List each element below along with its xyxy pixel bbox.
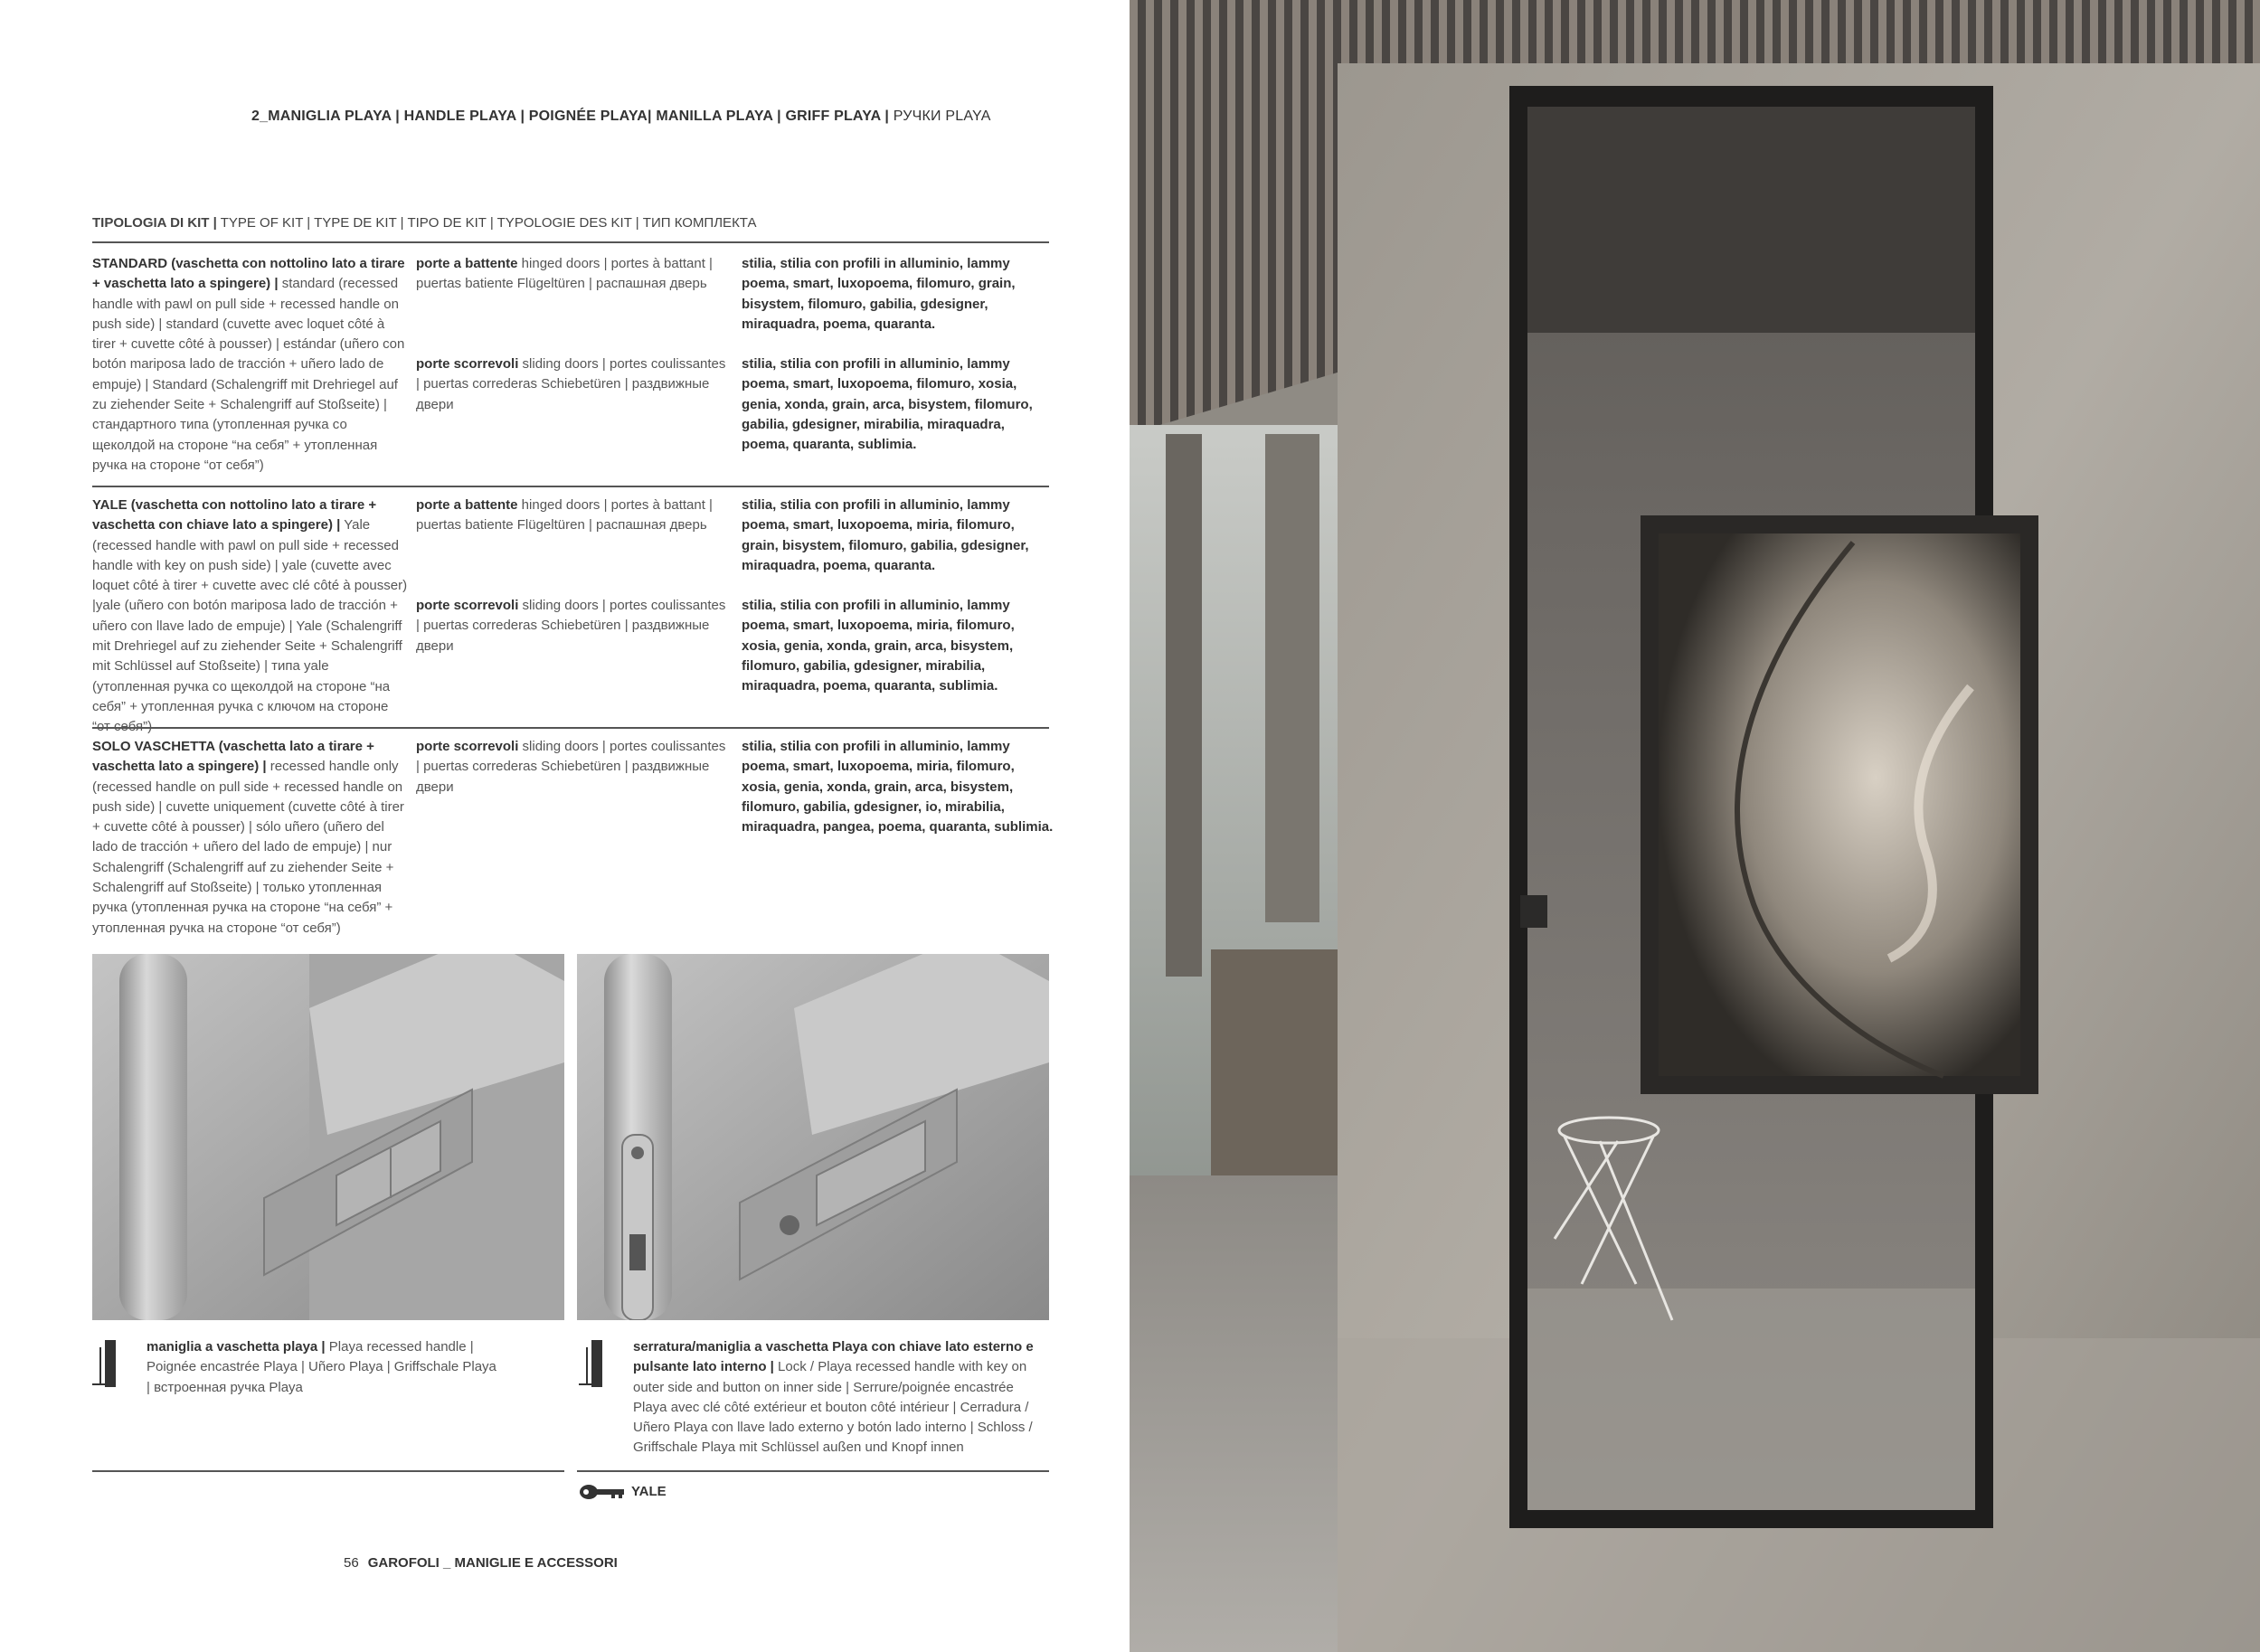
door-models: stilia, stilia con profili in alluminio, lammy poema, smart, luxopoema, miria, filomuro, xosia, genia, xonda, grain, arca, bisystem, filomuro, gabilia, gdesigner, io, mirabilia, miraquadra, pangea, poema, quaranta, sublimia.	[742, 739, 1054, 835]
door-type-name: porte a battente	[416, 497, 518, 513]
page-header	[251, 109, 991, 125]
lock-illustration	[577, 954, 1049, 1320]
door-type-details: sliding doors | portes coulissantes | puertas correderas Schiebetüren | раздвижные двери	[416, 356, 726, 412]
kit-details: standard (recessed handle with pawl on pull side + recessed handle on push side) | standard (cuvette avec loquet côté à tirer + cuvette côté à pousser) | estándar (uñero con botón mariposa lado de tracción + uñero lado de empuje) | Standard (Schalengriff mit Drehriegel auf zu ziehender Seite + Schalengriff auf Stoßseite) | стандартного типа (утопленная ручка со щеколдой на стороне “на себя” + утопленная ручка на стороне “от себя”)	[92, 276, 405, 473]
door-type-name: porte scorrevoli	[416, 356, 519, 372]
handle-profile-icon	[579, 1340, 613, 1387]
header-light: РУЧКИ PLAYA	[889, 109, 991, 124]
table-rule	[92, 486, 1049, 487]
kit-description	[92, 254, 409, 476]
caption-lock	[633, 1337, 1049, 1458]
door-type	[416, 354, 728, 415]
page-footer	[344, 1555, 618, 1571]
room-scene	[1130, 0, 2260, 1652]
header-bold: 2_MANIGLIA PLAYA | HANDLE PLAYA | POIGNÉE PLAYA| MANILLA PLAYA | GRIFF PLAYA |	[251, 109, 890, 124]
caption-title: maniglia a vaschetta playa |	[147, 1339, 326, 1355]
door-type-name: porte a battente	[416, 256, 518, 271]
door-type-name: porte scorrevoli	[416, 739, 519, 754]
kit-title-bold: TIPOLOGIA DI KIT |	[92, 215, 217, 231]
kit-details: recessed handle only (recessed handle on pull side + recessed handle on push side) | cuvette uniquement (cuvette côté à tirer + cuvette côté à pousser) | sólo uñero (uñero del lado de tracción + uñero del lado de empuje) | nur Schalengriff (Schalengriff auf zu ziehender Seite + Schalengriff auf Stoßseite) | только утопленная ручка (утопленная ручка на стороне “на себя” + утопленная ручка на стороне “от себя”)	[92, 759, 404, 936]
caption-text: Playa recessed handle | Poignée encastrée Playa | Uñero Playa | Griffschale Playa | встроенная ручка Playa	[147, 1339, 496, 1395]
kit-name: YALE (vaschetta con nottolino lato a tirare + vaschetta con chiave lato a spingere) |	[92, 497, 377, 533]
door-type	[416, 496, 728, 536]
door-models: stilia, stilia con profili in alluminio, lammy poema, smart, luxopoema, miria, filomuro, grain, bisystem, filomuro, gabilia, gdesigner, miraquadra, poema, quaranta.	[742, 497, 1029, 573]
kit-name: SOLO VASCHETTA (vaschetta lato a tirare + vaschetta lato a spingere) |	[92, 739, 374, 775]
door-type-details: hinged doors | portes à battant | puertas batiente Flügeltüren | распашная дверь	[416, 256, 713, 292]
handle-profile-icon	[92, 1340, 127, 1387]
door-type-name: porte scorrevoli	[416, 598, 519, 613]
kit-name: STANDARD (vaschetta con nottolino lato a tirare + vaschetta lato a spingere) |	[92, 256, 405, 292]
door-models: stilia, stilia con profili in alluminio, lammy poema, smart, luxopoema, filomuro, grain, bisystem, filomuro, gabilia, gdesigner, miraquadra, poema, quaranta.	[742, 256, 1016, 332]
caption-text: Lock / Playa recessed handle with key on outer side and button on inner side | Serrure/poignée encastrée Playa avec clé côté extérieur et bouton côté intérieur | Cerradura / Uñero Playa con llave lado externo y botón lado interno | Schloss / Griffschale Playa mit Schlüssel außen und Knopf innen	[633, 1359, 1033, 1456]
door-type	[416, 737, 728, 798]
door-models: stilia, stilia con profili in alluminio, lammy poema, smart, luxopoema, miria, filomuro, xosia, genia, xonda, grain, arca, bisystem, filomuro, gabilia, gdesigner, mirabilia, miraquadra, poema, quaranta, sublimia.	[742, 598, 1015, 694]
kit-title-light: TYPE OF KIT | TYPE DE KIT | TIPO DE KIT | TYPOLOGIE DES KIT | ТИП КОМПЛЕКТА	[216, 215, 757, 231]
kit-type-title	[92, 215, 756, 231]
caption-rule	[577, 1470, 1049, 1472]
interior-photo	[1130, 0, 2260, 1652]
page-number: 56	[344, 1555, 359, 1571]
door-type	[416, 254, 728, 295]
footer-brand: GAROFOLI _ MANIGLIE E ACCESSORI	[367, 1555, 618, 1571]
door-type-details: sliding doors | portes coulissantes | puertas correderas Schiebetüren | раздвижные двери	[416, 598, 726, 654]
product-photo-handle	[92, 954, 564, 1320]
door-type-details: hinged doors | portes à battant | puertas batiente Flügeltüren | распашная дверь	[416, 497, 713, 533]
door-type	[416, 596, 728, 656]
door-models: stilia, stilia con profili in alluminio, lammy poema, smart, luxopoema, filomuro, xosia, genia, xonda, grain, arca, bisystem, filomuro, gabilia, gdesigner, mirabilia, miraquadra, poema, quaranta, sublimia.	[742, 356, 1033, 453]
caption-rule	[92, 1470, 564, 1472]
caption-title: serratura/maniglia a vaschetta Playa con chiave lato esterno e pulsante lato interno |	[633, 1339, 1034, 1375]
table-row	[92, 737, 1054, 945]
kit-details: Yale (recessed handle with pawl on pull side + recessed handle with key on push side) | yale (cuvette avec loquet côté à tirer + cuvette avec clé côté à pousser) |yale (uñero con botón mariposa lado de tracción + uñero con llave lado de empuje) | Yale (Schalengriff mit Drehriegel auf zu ziehender Seite + Schalengriff mit Schlüssel auf Stoßseite) | типа yale (утопленная ручка со щеколдой на стороне “на себя” + утопленная ручка с ключом на стороне	[92, 517, 408, 714]
handle-illustration	[92, 954, 564, 1320]
table-row	[92, 496, 1049, 722]
caption-handle	[147, 1337, 499, 1398]
product-photo-lock	[577, 954, 1049, 1320]
table-row	[92, 254, 1049, 480]
key-icon	[579, 1483, 626, 1501]
table-rule	[92, 727, 1049, 729]
table-rule	[92, 241, 1049, 243]
yale-label: YALE	[631, 1484, 667, 1499]
kit-description	[92, 737, 409, 939]
kit-description	[92, 496, 409, 738]
door-type-details: sliding doors | portes coulissantes | puertas correderas Schiebetüren | раздвижные двери	[416, 739, 726, 795]
